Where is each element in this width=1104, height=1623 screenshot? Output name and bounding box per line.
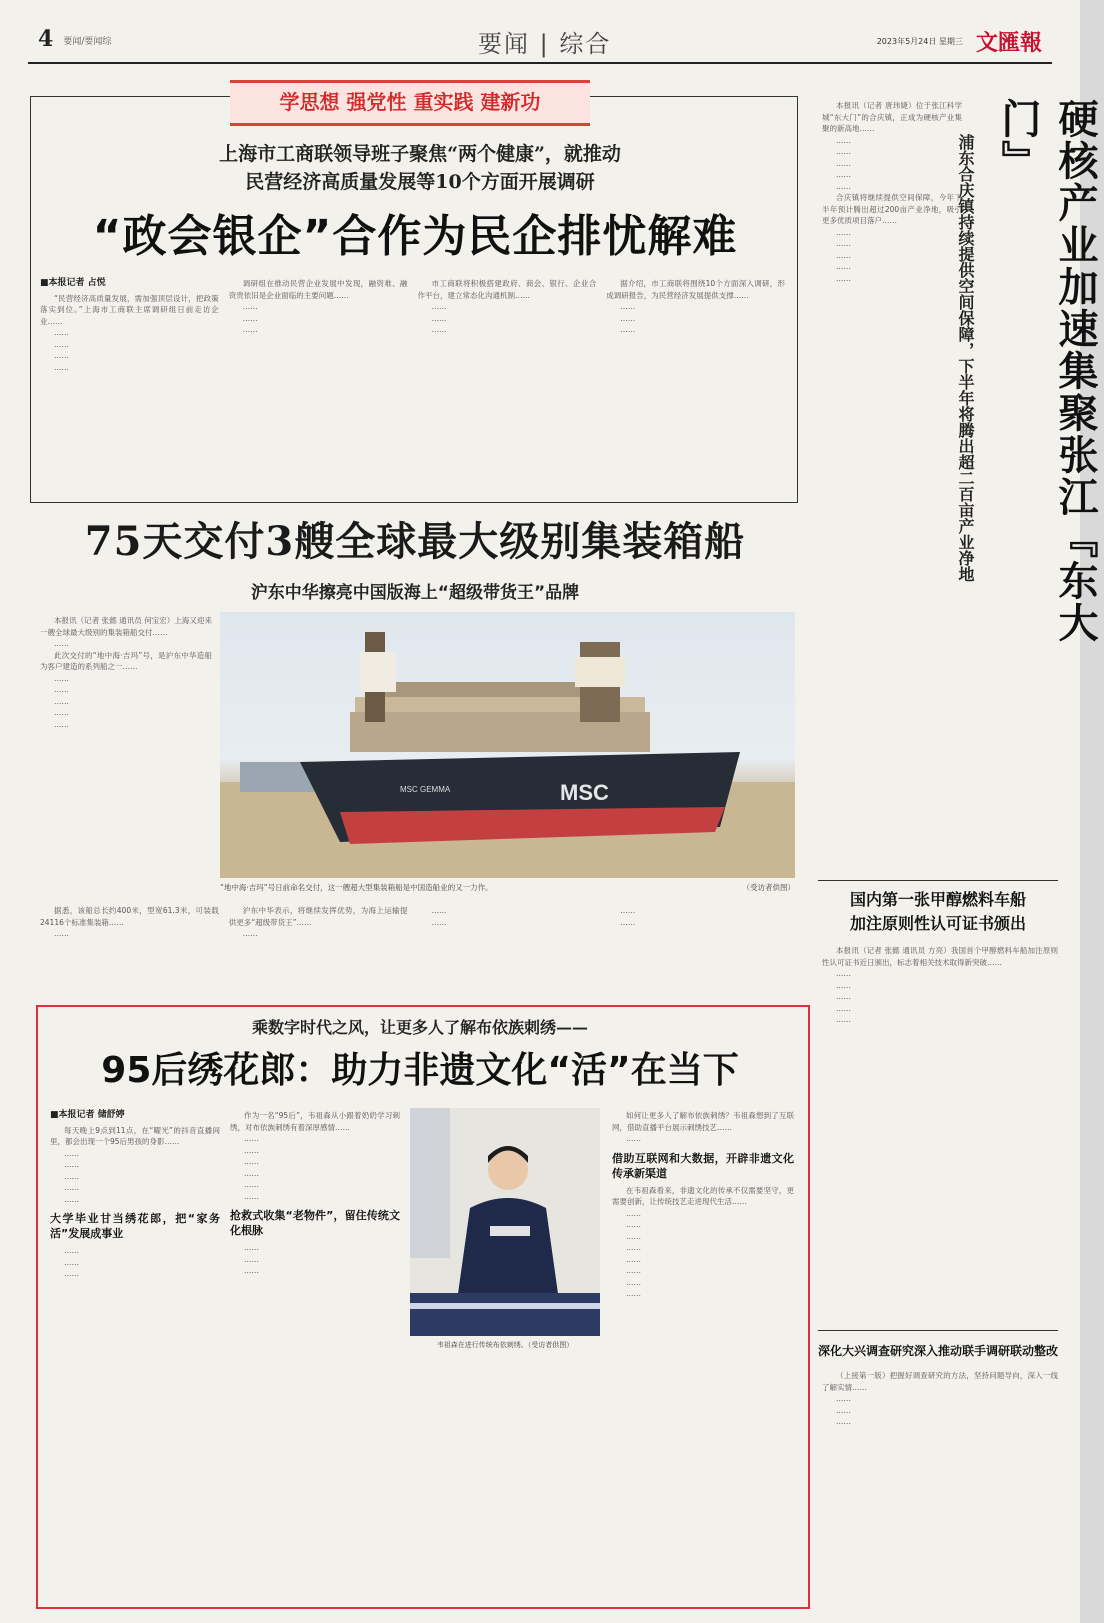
story3-byline: ■本报记者 储舒婷 — [50, 1110, 125, 1120]
right-story1-subtitle: 浦东合庆镇持续提供空间保障，下半年将腾出超二百亩产业净地 — [956, 134, 975, 582]
page-label: 要闻 | 综合 — [478, 30, 612, 58]
story1-body — [40, 278, 785, 488]
story3-kicker: 乘数字时代之风，让更多人了解布依族刺绣—— — [251, 1018, 588, 1037]
story2-body: 据悉，该船总长约400米，型宽61.3米，可装载24116个标准集装箱…… …… 沪东中华表示，将继续发挥优势，为海上运输提供更多“超级带货王”…… …… …… …… …… …… — [40, 906, 636, 938]
ship-caption-credit: （受访者供图） — [742, 883, 795, 892]
story1-headline: “政会银企”合作为民企排忧解难 — [92, 211, 738, 262]
story1-byline: ■本报记者 占悦 — [40, 278, 106, 288]
masthead-right — [877, 26, 1042, 57]
embroidery-photo — [410, 1108, 600, 1336]
story3-subhead3: 借助互联网和大数据，开辟非遗文化传承新渠道 — [612, 1151, 794, 1180]
right-story2-body: 本报讯（记者 张懿 通讯员 方亮）我国首个甲醇燃料车船加注原则性认可证书近日颁出，标志着相关技术取得新突破…… …… …… …… …… …… — [822, 946, 1058, 1024]
story1-column: 据介绍，市工商联将围绕10个方面深入调研，形成调研报告，为民营经济发展提供支撑…… …… …… …… — [606, 279, 785, 334]
story3-subhead2: 抢救式收集“老物件”，留住传统文化根脉 — [230, 1209, 400, 1237]
ship-illustration — [220, 612, 795, 878]
story3-left-body: ■本报记者 储舒婷 每天晚上9点到11点，在“曜光”的抖音直播间里，都会出现一个95后男孩的身影…… …… …… …… …… …… 大学毕业甘当绣花郎，把“家务活”发展成事业 …… …… …… 作为一名“95后”，韦祖森从小跟着奶奶学习刺绣，对布依族刺绣有着深厚感情…… …… …… …… …… …… …… 抢救式收集“老物件”，留住传统文化根脉 …… …… …… — [50, 1110, 400, 1278]
section-small: 要闻/要闻综 — [63, 36, 112, 47]
story1-column: 市工商联将积极搭建政府、商会、银行、企业合作平台，建立常态化沟通机制…… …… …… …… — [417, 279, 597, 334]
story1-subtitle-line2: 民营经济高质量发展等10个方面开展调研 — [245, 171, 595, 193]
right-story3-headline: 深化大兴调查研究深入推动联手调研联动整改 — [818, 1344, 1059, 1358]
story2-left-column: 本报讯（记者 张懿 通讯员 何宝宏）上海又迎来一艘全球最大级别的集装箱船交付…… …… 此次交付的“地中海·吉玛”号，是沪东中华造船为客户建造的系列船之一…… …… …… …… …… …… — [40, 616, 212, 729]
story1-subtitle — [60, 140, 780, 196]
container-ship-photo — [220, 612, 795, 878]
story1-column: ■本报记者 占悦 “民营经济高质量发展，需加强顶层设计，把政策落实到位。”上海市工商联主席调研组日前走访企业…… …… …… …… …… — [40, 278, 219, 372]
story1-subtitle-line1: 上海市工商联领导班子聚焦“两个健康”，就推动 — [219, 143, 621, 165]
page-number: 4 要闻/要闻综 — [38, 26, 112, 52]
story1-column: 调研组在推动民营企业发展中发现，融资难、融资贵依旧是企业面临的主要问题…… …… …… …… — [228, 279, 408, 334]
ship-caption-text: “地中海·吉玛”号日前命名交付，这一艘超大型集装箱船是中国造船业的又一力作。 — [220, 883, 493, 892]
right-story3-body: （上接第一版）把握好调查研究的方法，坚持问题导向，深入一线了解实情…… …… …… …… — [822, 1371, 1058, 1426]
story2-headline: 75天交付3艘全球最大级别集装箱船 — [84, 518, 746, 565]
right-story2-headline: 国内第一张甲醇燃料车船 加注原则性认可证书颁出 — [849, 890, 1026, 933]
ship-name-text: MSC GEMMA — [400, 785, 451, 794]
story3-subhead1: 大学毕业甘当绣花郎，把“家务活”发展成事业 — [50, 1212, 220, 1240]
right-story1-body: 本报讯（记者 唐玮婕）位于张江科学城“东大门”的合庆镇，正成为硬核产业集聚的新高地…… …… …… …… …… …… 合庆镇将继续提供空间保障，今年下半年预计腾出超过200亩产业净地，吸引更多优质项目落户…… …… …… …… …… …… — [822, 101, 962, 283]
divider — [818, 880, 1058, 881]
embroidery-caption: 韦祖森在进行传统布依刺绣。（受访者供图） — [436, 1341, 574, 1349]
ship-caption — [220, 882, 795, 893]
right-story1-headline: 硬核产业加速集聚张江『东大门』 — [995, 98, 1099, 644]
story1-banner: 学思想 强党性 重实践 建新功 — [230, 80, 590, 126]
embroiderer-illustration — [410, 1108, 600, 1336]
divider — [818, 1330, 1058, 1331]
story2-subtitle: 沪东中华擦亮中国版海上“超级带货王”品牌 — [250, 583, 580, 603]
paper-logo: 文匯報 — [975, 30, 1042, 56]
story3-headline: 95后绣花郎：助力非遗文化“活”在当下 — [101, 1050, 739, 1091]
hull-logo-text: MSC — [560, 780, 609, 805]
date-line: 2023年5月24日 星期三 — [876, 36, 963, 46]
masthead — [28, 22, 1052, 64]
story3-right-body: 如何让更多人了解布依族刺绣？韦祖森想到了互联网，借助直播平台展示刺绣技艺…… …… 借助互联网和大数据，开辟非遗文化传承新渠道 在韦祖森看来，非遗文化的传承不仅需要坚守，更需要创新，让传统技艺走进现代生活…… …… …… …… …… …… …… …… …… — [612, 1111, 794, 1298]
